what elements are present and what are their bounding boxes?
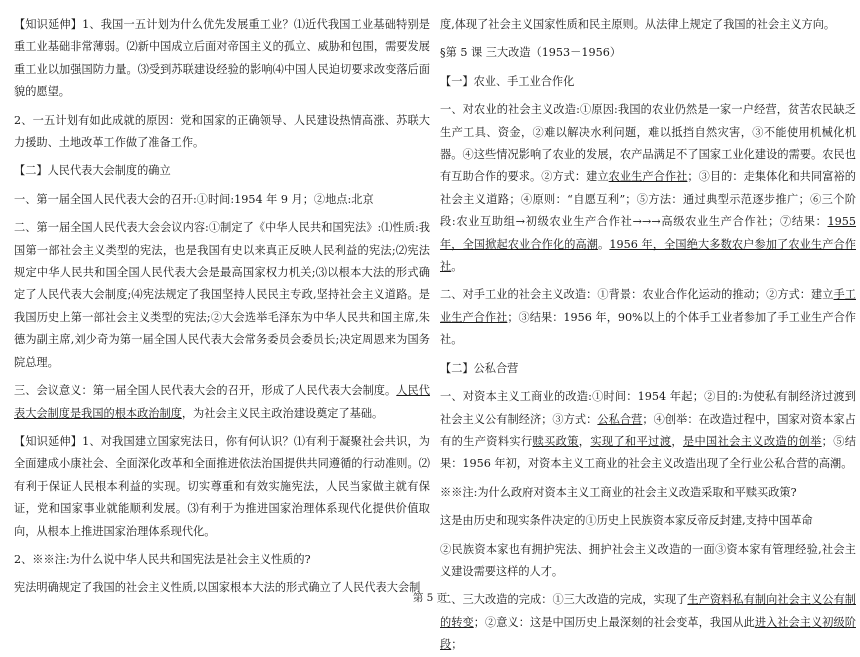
redemption-answer-1: 这是由历史和现实条件决定的①历史上民族资本家反帝反封建,支持中国革命 bbox=[440, 514, 813, 528]
underlined-text: 实现了和平过渡 bbox=[590, 434, 672, 448]
text-span: 三、会议意义：第一届全国人民代表大会的召开，形成了人民代表大会制度。 bbox=[14, 384, 397, 398]
text-span: 一、对农业的社会主义改造:①原因:我国的农业仍然是一家一户经营，贫苦农民缺乏生产工具、资金，②难以解决水利问题，难以抵挡自然灾害，③不能使用机械化机器。④这些情况影响了农业的发展，农产品满足不了国家工业化建设的需要。农民也有互助合作的要求。②方式：建立 bbox=[440, 103, 856, 184]
text-span: ；③结果：1956 年，90%以上的个体手工业者参加了手工业生产合作社。 bbox=[440, 310, 856, 347]
section-heading-congress: 【二】人民代表大会制度的确立 bbox=[14, 164, 171, 178]
underlined-text: 进入社会主义初级阶段 bbox=[440, 615, 856, 652]
constitution-answer-continued: 度,体现了社会主义国家性质和民主原则。从法律上规定了我国的社会主义方向。 bbox=[440, 18, 836, 31]
text-span: ；②意义：这是中国历史上最深刻的社会变革，我国从此 bbox=[473, 615, 755, 629]
text-span: ， bbox=[671, 434, 683, 448]
text-span: ； bbox=[451, 638, 463, 652]
text-span: 二、对手工业的社会主义改造：①背景：农业合作化运动的推动；②方式：建立 bbox=[440, 288, 834, 302]
redemption-answer-2: ②民族资本家也有拥护宪法、拥护社会主义改造的一面③资本家有管理经验,社会主义建设需要这样的人才。 bbox=[440, 542, 856, 578]
text-span: 一、对资本主义工商业的改造:①时间：1954 年起；②目的:为使私有制经济过渡到社会主义公有制经济；③方式： bbox=[440, 390, 856, 426]
agriculture-reform bbox=[440, 99, 856, 278]
text-span: ， bbox=[578, 434, 591, 448]
text-span: ；④创举：在改造过程中，国家对资本家占有的生产资料实行 bbox=[440, 412, 856, 448]
underlined-text: 是中国社会主义改造的创举 bbox=[682, 434, 822, 448]
section-heading-joint-ownership: 【二】公私合营 bbox=[440, 361, 519, 375]
congress-time-place: 一、第一届全国人民代表大会的召开:①时间:1954 年 9 月；②地点:北京 bbox=[14, 192, 374, 206]
handicraft-reform bbox=[440, 284, 856, 351]
constitution-question: 2、※※注:为什么说中华人民共和国宪法是社会主义性质的? bbox=[14, 552, 311, 566]
underlined-text: 赎买政策 bbox=[532, 434, 579, 448]
right-column bbox=[440, 14, 856, 657]
text-span: 二、三大改造的完成：①三大改造的完成，实现了 bbox=[440, 593, 688, 607]
text-span: 。 bbox=[451, 260, 463, 274]
constitution-answer: 宪法明确规定了我国的社会主义性质,以国家根本大法的形式确立了人民代表大会制 bbox=[14, 581, 421, 595]
underlined-text: 公私合营 bbox=[597, 412, 643, 426]
knowledge-extension-paragraph: 【知识延伸】1、我国一五计划为什么优先发展重工业？⑴近代我国工业基础特别是重工业基础非常薄弱。⑵新中国成立后面对帝国主义的孤立、威胁和包围，需要发展重工业以加强国防力量。⑶受到苏联建设经验的影响⑷中国人民迫切要求改变落后面貌的愿望。 bbox=[14, 18, 430, 99]
text-span: ；③目的：走集体化和共同富裕的社会主义道路；④原则：“自愿互利”；⑤方法：通过典型示范逐步推广；⑥三个阶段:农业互助组→初级农业生产合作社→→→高级农业生产合作社；⑦结果： bbox=[440, 170, 856, 229]
congress-significance bbox=[14, 380, 430, 425]
five-year-plan-reasons: 2、一五计划有如此成就的原因：党和国家的正确领导、人民建设热情高涨、苏联大力援助、土地改革工作做了准备工作。 bbox=[14, 113, 430, 150]
congress-content: 二、第一届全国人民代表大会会议内容:①制定了《中华人民共和国宪法》:⑴性质:我国第一部社会主义类型的宪法，也是我国有史以来真正反映人民利益的宪法;⑵宪法规定中华人民共和国全国人民代表大会是最高国家权力机关;⑶以根本大法的形式确定了人民代表大会制度;⑷宪法规定了我国坚持人民民主专政,坚持社会主义道路。是我国历史上第一部社会主义类型的宪法;②大会选举毛泽东为中华人民共和国主席,朱德为副主席,刘少奇为第一届全国人民代表大会常务委员会委员长;决定周恩来为国务院总理。 bbox=[14, 221, 430, 369]
underlined-text: 农业生产合作社 bbox=[608, 170, 688, 184]
constitution-day-paragraph: 【知识延伸】1、对我国建立国家宪法日，你有何认识？⑴有利于凝聚社会共识，为全面建成小康社会、全面深化改革和全面推进依法治国提供共同遵循的行动准则。⑵有利于保证人民根本利益的实现。切实尊重和有效实施宪法，人民当家做主就有保证，党和国家事业就能顺利发展。⑶有利于为推进国家治理体系现代化提供价值取向，从根本上推进国家治理体系现代化。 bbox=[14, 434, 430, 538]
underlined-text: 生产资料私有制向社会主义公有制的转变 bbox=[440, 593, 856, 629]
capitalist-industry-reform bbox=[440, 386, 856, 476]
text-span: ，为社会主义民主政治建设奠定了基础。 bbox=[181, 406, 384, 420]
redemption-policy-question: ※※注:为什么政府对资本主义工商业的社会主义改造采取和平赎买政策? bbox=[440, 485, 797, 499]
underlined-text: 人民代表大会制度是我国的根本政治制度 bbox=[14, 384, 430, 420]
underlined-text: 手工业生产合作社 bbox=[440, 288, 856, 324]
lesson-title: §第 5 课 三大改造（1953－1956） bbox=[440, 46, 622, 60]
page-number: 第 5 页 bbox=[412, 592, 448, 604]
text-span: ；⑤结果：1956 年初，对资本主义工商业的社会主义改造出现了全行业公私合营的高潮。 bbox=[440, 434, 856, 471]
text-span: 。 bbox=[598, 237, 610, 251]
underlined-text: 1955 年，全国掀起农业合作化的高潮 bbox=[440, 215, 856, 251]
left-column bbox=[14, 14, 430, 600]
underlined-text: 1956 年，全国绝大多数农户参加了农业生产合作社 bbox=[440, 237, 856, 274]
section-heading-agriculture: 【一】农业、手工业合作化 bbox=[440, 74, 575, 88]
